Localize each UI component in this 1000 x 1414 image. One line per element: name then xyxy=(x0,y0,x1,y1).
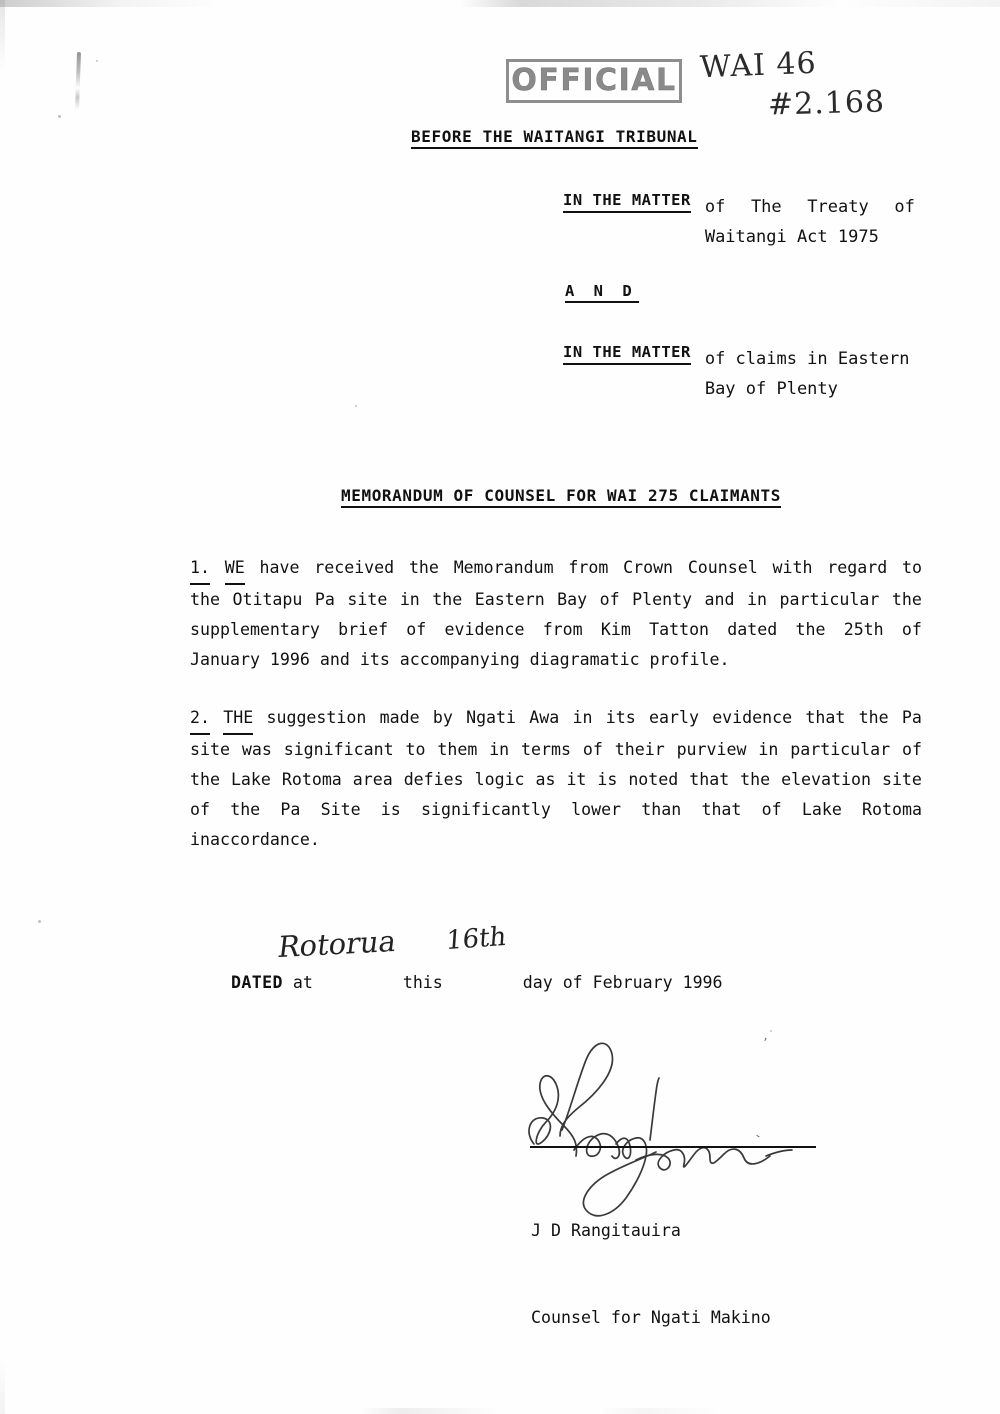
dated-line xyxy=(191,944,723,1022)
handwritten-day: 16th xyxy=(445,921,508,957)
paragraph-number: 2. xyxy=(190,703,210,735)
scan-speck xyxy=(355,405,357,407)
matter-text xyxy=(705,192,915,252)
matter-block-treaty xyxy=(563,192,915,252)
word: in xyxy=(758,740,779,759)
word: the xyxy=(795,620,826,639)
word: its xyxy=(605,708,636,727)
word: Lake xyxy=(230,770,271,789)
word: have xyxy=(259,558,300,577)
dated-spacer xyxy=(283,973,293,992)
word: Site xyxy=(320,800,361,819)
word: from xyxy=(568,558,609,577)
word: site xyxy=(881,770,922,789)
page-title: MEMORANDUM OF COUNSEL FOR WAI 275 CLAIMANTS xyxy=(341,487,781,508)
handwritten-place: Rotorua xyxy=(275,923,399,965)
word: in xyxy=(489,740,510,759)
word: the xyxy=(230,800,261,819)
paragraph-2 xyxy=(190,703,922,855)
word: Rotoma xyxy=(281,770,342,789)
word: Kim xyxy=(600,620,631,639)
matter-block-and xyxy=(565,282,639,303)
official-stamp-text: OFFICIAL xyxy=(511,63,677,98)
signature-stray-mark: ʼ xyxy=(762,1036,769,1049)
word: inaccordance. xyxy=(190,830,320,849)
word: the xyxy=(740,770,771,789)
word: purview xyxy=(676,740,747,759)
matter-text xyxy=(705,344,915,404)
word: Counsel xyxy=(687,558,758,577)
matter-line: of claims in Eastern xyxy=(704,349,910,369)
word: terms xyxy=(521,740,571,759)
paragraph-lead-word: WE xyxy=(225,553,245,585)
word: Eastern xyxy=(474,590,545,609)
word: by xyxy=(432,708,453,727)
word: the xyxy=(432,590,463,609)
handwritten-claim-reference: WAI 46 xyxy=(699,45,818,86)
paragraph-line xyxy=(190,645,922,675)
paragraph-line xyxy=(190,825,922,855)
word: of xyxy=(406,620,427,639)
word: of xyxy=(582,740,603,759)
word: with xyxy=(772,558,813,577)
word: of xyxy=(190,800,210,819)
matter-line: Waitangi Act 1975 xyxy=(704,227,879,247)
word: Plenty xyxy=(632,590,693,609)
matter-label: IN THE MATTER xyxy=(563,344,691,365)
and-label: A N D xyxy=(565,282,639,303)
word: that xyxy=(701,800,742,819)
word: early xyxy=(648,708,699,727)
paragraph-line xyxy=(190,615,922,645)
paragraph-number: 1. xyxy=(190,553,210,585)
paragraph-line xyxy=(190,553,922,585)
word: in xyxy=(747,590,767,609)
margin-smudge-mark xyxy=(75,52,81,110)
dated-at-word: at xyxy=(292,973,313,992)
word: was xyxy=(241,740,272,759)
word: particular xyxy=(779,590,880,609)
word: Awa xyxy=(529,708,560,727)
word: dated xyxy=(727,620,778,639)
word: regard xyxy=(827,558,888,577)
tribunal-heading: BEFORE THE WAITANGI TRIBUNAL xyxy=(411,128,698,149)
signature-block xyxy=(531,1158,771,1390)
scan-speck xyxy=(96,60,98,62)
word: January 1996 and its accompanying diagramatic profile. xyxy=(190,650,730,669)
matter-word: The xyxy=(750,197,782,217)
word: Memorandum xyxy=(453,558,554,577)
dated-this-word: this xyxy=(402,973,443,992)
word: supplementary xyxy=(190,620,320,639)
word: as xyxy=(535,770,556,789)
word: lower xyxy=(571,800,622,819)
word: evidence xyxy=(444,620,525,639)
word: particular xyxy=(790,740,891,759)
word: to xyxy=(901,558,922,577)
matter-word: of xyxy=(894,197,915,217)
word: and xyxy=(704,590,735,609)
paragraph-line xyxy=(190,795,922,825)
word: the xyxy=(190,590,220,609)
word: the xyxy=(408,558,439,577)
matter-block-claims xyxy=(563,344,915,404)
word: significant xyxy=(283,740,394,759)
word: in xyxy=(572,708,593,727)
word: from xyxy=(542,620,583,639)
word: 25th xyxy=(843,620,884,639)
dated-label: DATED xyxy=(230,973,283,992)
word: Otitapu xyxy=(232,590,303,609)
word: that xyxy=(805,708,846,727)
word: Pa xyxy=(314,590,335,609)
word: of xyxy=(901,620,922,639)
word: Pa xyxy=(901,708,922,727)
word: of xyxy=(761,800,782,819)
dated-day-of-text: day of February 1996 xyxy=(522,973,723,992)
word: that xyxy=(689,770,730,789)
word: them xyxy=(437,740,478,759)
word: Ngati xyxy=(466,708,517,727)
scan-edge-artifact-bottom xyxy=(0,1408,1000,1414)
word: the xyxy=(190,770,220,789)
word: the xyxy=(858,708,889,727)
word: Tatton xyxy=(649,620,710,639)
dated-day-gap xyxy=(443,973,523,992)
word: elevation xyxy=(781,770,871,789)
matter-line: Bay of Plenty xyxy=(704,379,838,399)
word: site xyxy=(347,590,388,609)
word: is xyxy=(380,800,401,819)
matter-label: IN THE MATTER xyxy=(563,192,691,213)
official-stamp xyxy=(506,59,682,103)
word: brief xyxy=(338,620,389,639)
word: to xyxy=(405,740,426,759)
paragraph-line xyxy=(190,765,922,795)
word: site xyxy=(190,740,230,759)
signature-line xyxy=(530,1146,816,1148)
dated-place-gap xyxy=(313,973,403,992)
paragraph-lead-word: THE xyxy=(223,703,253,735)
signatory-name: J D Rangitauira xyxy=(531,1221,681,1240)
word: significantly xyxy=(421,800,551,819)
matter-word: Treaty xyxy=(807,197,869,217)
word: is xyxy=(597,770,618,789)
word: evidence xyxy=(712,708,793,727)
signature-stray-tick: ˎ xyxy=(749,1122,763,1139)
paragraph-line xyxy=(190,585,922,615)
scan-speck xyxy=(58,115,61,118)
word: Pa xyxy=(280,800,301,819)
scan-speck xyxy=(770,1030,772,1032)
word: their xyxy=(614,740,665,759)
word: it xyxy=(566,770,587,789)
scan-edge-artifact-left xyxy=(0,0,5,1414)
paragraph-line xyxy=(190,735,922,765)
word: made xyxy=(379,708,420,727)
word: defies xyxy=(403,770,464,789)
word: Rotoma xyxy=(862,800,922,819)
word: in xyxy=(399,590,420,609)
word: suggestion xyxy=(266,708,367,727)
scan-edge-artifact-top xyxy=(0,0,1000,7)
word: logic xyxy=(474,770,525,789)
paragraph-1 xyxy=(190,553,922,675)
word: received xyxy=(314,558,395,577)
word: area xyxy=(352,770,393,789)
word: Bay xyxy=(557,590,588,609)
scan-speck xyxy=(38,920,41,923)
word: Lake xyxy=(801,800,842,819)
word: the xyxy=(891,590,922,609)
word: of xyxy=(599,590,620,609)
word: noted xyxy=(628,770,679,789)
signatory-role: Counsel for Ngati Makino xyxy=(531,1308,771,1327)
word: than xyxy=(641,800,682,819)
word: of xyxy=(902,740,922,759)
matter-word: of xyxy=(704,197,726,217)
paragraph-line xyxy=(190,703,922,735)
handwritten-document-number: #2.168 xyxy=(767,84,886,123)
word: Crown xyxy=(623,558,674,577)
